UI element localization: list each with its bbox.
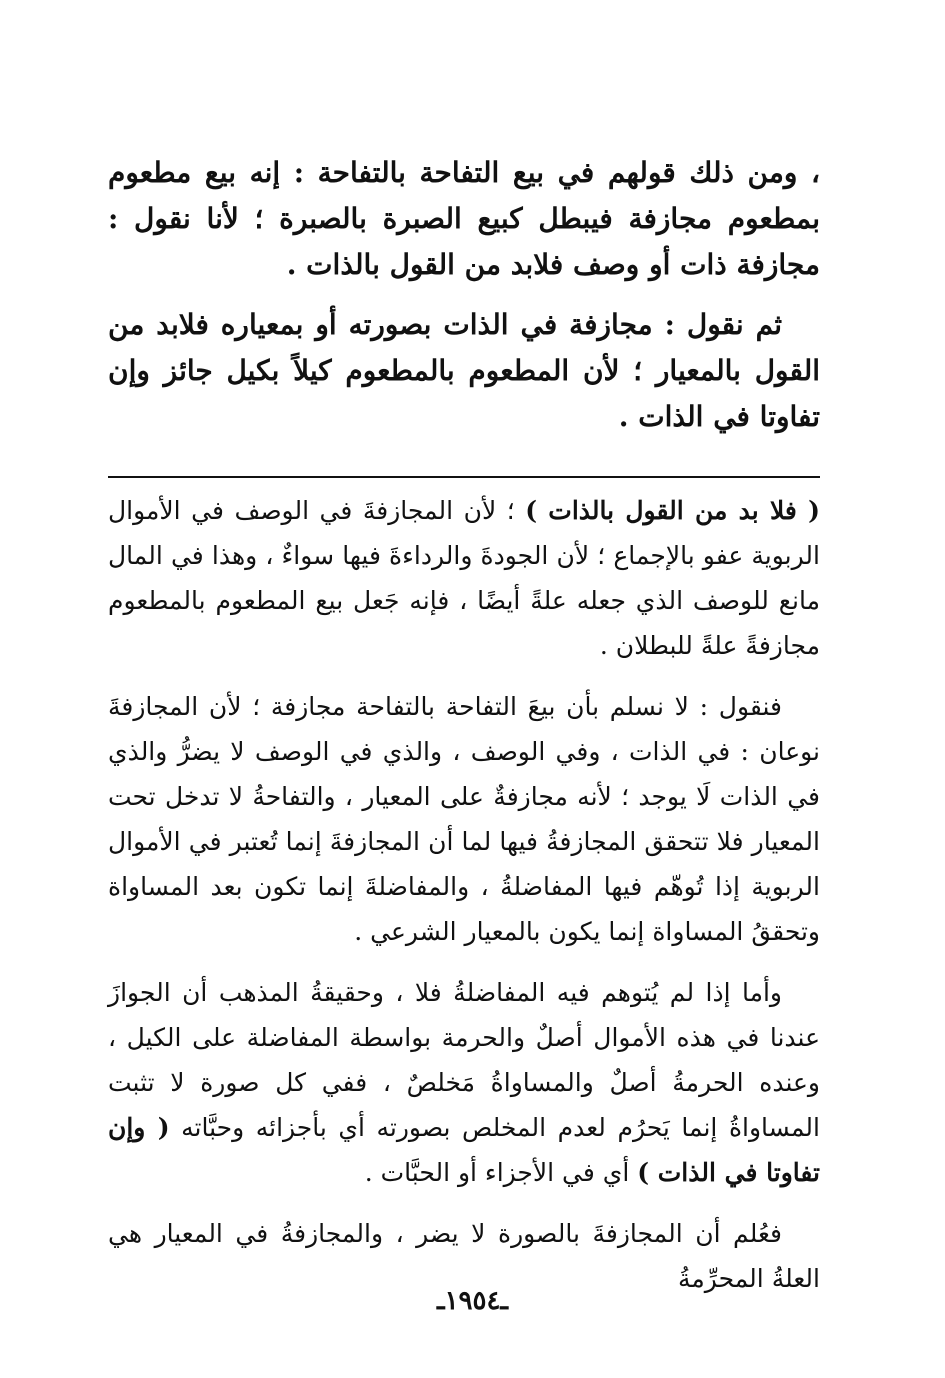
commentary-paragraph-1	[108, 488, 820, 668]
footnote-divider	[108, 476, 820, 478]
page-content	[108, 150, 820, 1301]
quoted-phrase: ( وإن تفاوتا في الذات )	[108, 1113, 820, 1187]
commentary-text: أي في الأجزاء أو الحبَّات .	[364, 1158, 638, 1187]
commentary-paragraph-3	[108, 970, 820, 1195]
commentary-paragraph-4: فعُلم أن المجازفةَ بالصورة لا يضر ، والمجازفةُ في المعيار هي العلةُ المحرِّمةُ	[108, 1219, 820, 1293]
commentary-text: ؛ لأن المجازفةَ في الوصف في الأموال الربوية عفو بالإجماع ؛ لأن الجودةَ والرداءةَ فيها سواءٌ ، وهذا في المال مانع للوصف الذي جعله علةً أيضًا ، فإنه جَعل بيع المطعوم بالمطعوم مجازفةً علةً للبطلان .	[108, 496, 820, 660]
commentary	[108, 488, 820, 1301]
main-paragraph-1: ، ومن ذلك قولهم في بيع التفاحة بالتفاحة : إنه بيع مطعوم بمطعوم مجازفة فيبطل كبيع الصبرة بالصبرة ؛ لأنا نقول : مجازفة ذات أو وصف فلابد من القول بالذات .	[108, 156, 820, 281]
page-number: ـ١٩٥٤ـ	[436, 1286, 509, 1316]
main-text	[108, 150, 820, 440]
main-paragraph-2: ثم نقول : مجازفة في الذات بصورته أو بمعياره فلابد من القول بالمعيار ؛ لأن المطعوم بالمطعوم كيلاً بكيل جائز وإن تفاوتا في الذات .	[108, 308, 821, 433]
commentary-paragraph-2: فنقول : لا نسلم بأن بيعَ التفاحة بالتفاحة مجازفة ؛ لأن المجازفةَ نوعان : في الذات ، وفي الوصف ، والذي في الوصف لا يضرُّ والذي في الذات لَا يوجد ؛ لأنه مجازفةٌ على المعيار ، والتفاحةُ لا تدخل تحت المعيار فلا تتحقق المجازفةُ فيها لما أن المجازفةَ إنما تُعتبر في الأموال الربوية إذا تُوهّم فيها المفاضلةُ ، والمفاضلةَ إنما تكون بعد المساواة وتحققُ المساواة إنما يكون بالمعيار الشرعي .	[108, 692, 820, 946]
commentary-text: وأما إذا لم يُتوهم فيه المفاضلةُ فلا ، وحقيقةُ المذهب أن الجوازَ عندنا في هذه الأموال أصلٌ والحرمة بواسطة المفاضلة على الكيل ، وعنده الحرمةُ أصلٌ والمساواةُ مَخلصٌ ، ففي كل صورة لا تثبت المساواةُ إنما يَحرُم لعدم المخلص بصورته أي بأجزائه وحبَّاته	[108, 978, 820, 1142]
quoted-phrase: ( فلا بد من القول بالذات )	[525, 496, 820, 525]
